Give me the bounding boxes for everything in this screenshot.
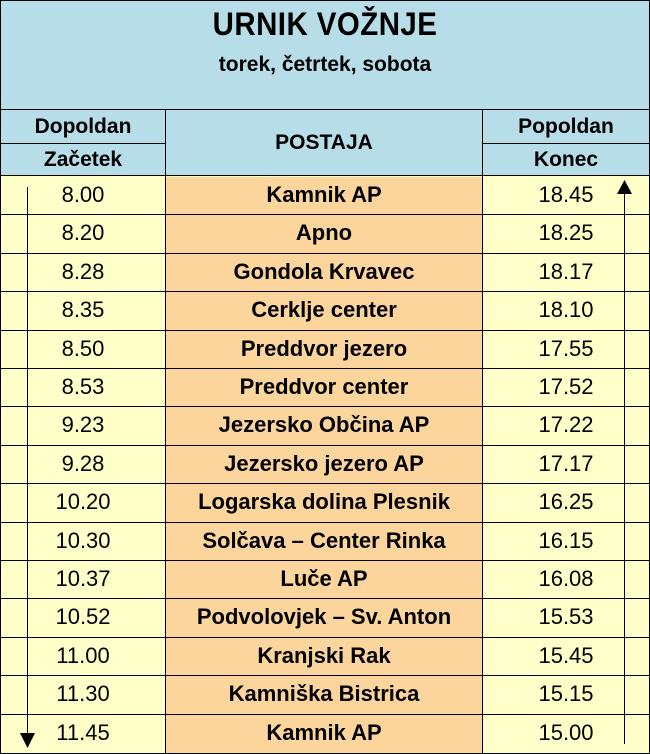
divider-left <box>165 109 166 753</box>
down-arrow-shaft <box>27 187 28 735</box>
afternoon-time: 15.00 <box>538 719 594 745</box>
station-name: Preddvor center <box>239 374 409 399</box>
station-name: Logarska dolina Plesnik <box>198 489 450 515</box>
up-arrow-shaft <box>624 194 625 744</box>
header-start: Začetek <box>1 144 165 176</box>
afternoon-time: 15.15 <box>538 681 594 707</box>
afternoon-time: 18.17 <box>538 258 594 284</box>
station-name: Podvolovjek – Sv. Anton <box>196 604 452 630</box>
morning-time: 9.28 <box>61 450 105 476</box>
arrow-down-icon <box>20 733 35 749</box>
afternoon-time: 17.17 <box>538 450 594 476</box>
station-name: Solčava – Center Rinka <box>202 527 446 553</box>
afternoon-time: 18.45 <box>538 182 594 207</box>
afternoon-time: 18.25 <box>538 220 594 246</box>
station-name: Cerklje center <box>251 297 397 323</box>
header-bottom-line <box>1 175 649 176</box>
afternoon-time: 16.25 <box>538 489 594 515</box>
morning-time: 8.50 <box>61 335 105 361</box>
morning-time: 10.30 <box>55 527 111 553</box>
station-name: Kamnik AP <box>266 182 382 207</box>
afternoon-time: 15.45 <box>538 642 594 668</box>
afternoon-time: 17.22 <box>538 412 594 438</box>
header-end: Konec <box>483 144 649 176</box>
morning-time: 8.00 <box>61 182 105 207</box>
morning-time: 10.37 <box>55 566 111 591</box>
afternoon-time: 18.10 <box>538 297 594 323</box>
morning-time: 8.53 <box>61 374 105 399</box>
header-station: POSTAJA <box>166 110 482 176</box>
morning-time: 8.28 <box>61 258 105 284</box>
station-name: Gondola Krvavec <box>233 258 415 284</box>
afternoon-time: 15.53 <box>538 604 594 630</box>
station-name: Kamniška Bistrica <box>228 681 420 707</box>
page-title: URNIK VOŽNJE <box>212 6 438 42</box>
header-divider-left <box>1 143 165 144</box>
station-name: Luče AP <box>280 566 368 591</box>
header-afternoon: Popoldan <box>483 110 649 144</box>
station-name: Jezersko Občina AP <box>218 412 430 438</box>
afternoon-time: 17.55 <box>538 335 594 361</box>
station-name: Apno <box>295 220 353 246</box>
morning-time: 8.20 <box>61 220 105 246</box>
morning-time: 11.45 <box>56 719 110 745</box>
header-morning: Dopoldan <box>1 110 165 144</box>
station-name: Preddvor jezero <box>240 335 408 361</box>
morning-time: 11.30 <box>56 681 110 707</box>
title-band <box>1 1 649 110</box>
morning-time: 11.00 <box>56 642 110 668</box>
station-name: Jezersko jezero AP <box>224 450 424 476</box>
header-divider-right <box>483 143 649 144</box>
divider-right <box>482 109 483 753</box>
station-name: Kamnik AP <box>266 719 382 745</box>
page-subtitle: torek, četrtek, sobota <box>218 53 432 76</box>
morning-time: 10.20 <box>55 489 111 515</box>
morning-time: 9.23 <box>61 412 105 438</box>
arrow-up-icon <box>617 180 632 195</box>
afternoon-time: 16.08 <box>538 566 594 591</box>
station-name: Kranjski Rak <box>257 642 391 668</box>
afternoon-time: 17.52 <box>538 374 594 399</box>
morning-time: 8.35 <box>61 297 105 323</box>
afternoon-time: 16.15 <box>538 527 594 553</box>
morning-time: 10.52 <box>55 604 111 630</box>
